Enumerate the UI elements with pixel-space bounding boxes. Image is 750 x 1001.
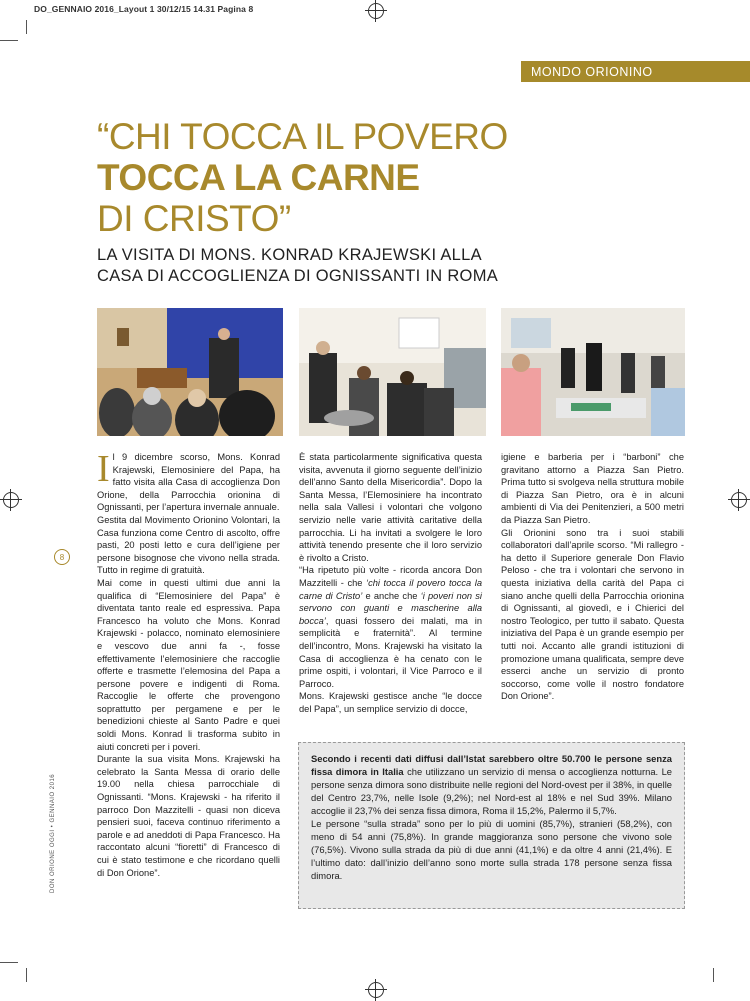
crop-mark — [713, 968, 714, 982]
paragraph: È stata particolarmente significativa questa visita, avvenuta il giorno seguente dell’inizio dell’anno Santo della Misericordia”. Dopo la Santa Messa, l’Elemosiniere ha incontrato nella sala Vallesi i volontari che volgono servizio nelle varie attività caritative della parrocchia. Li ha invitati a svolgere le loro attività tenendo presente che il loro servizio è rivolto a Cristo. — [299, 452, 482, 563]
title-line-1: “CHI TOCCA IL POVERO — [97, 116, 508, 157]
page-number: 8 — [54, 549, 70, 565]
photo-mass — [97, 308, 283, 436]
quote-italic: ‘i poveri non si servono con guanti e mascherine alla bocca’ — [299, 590, 482, 626]
statistics-box — [298, 742, 685, 909]
crop-mark — [0, 962, 18, 963]
photo-dining — [501, 308, 685, 436]
photo-kitchen — [299, 308, 486, 436]
subtitle-line-1: LA VISITA DI MONS. KONRAD KRAJEWSKI ALLA — [97, 246, 482, 264]
title-line-2: TOCCA LA CARNE — [97, 157, 420, 198]
crop-mark — [26, 20, 27, 34]
paragraph: igiene e barberia per i “barboni” che gravitano attorno a Piazza San Pietro. Prima tutto si svolgeva nella struttura mobile di Piazza San Pietro, ora è in alcuni ambienti di Via dei Penitenzieri, a 500 metri da Piazza San Pietro. — [501, 452, 684, 525]
quote-italic: ‘chi tocca il povero tocca la carne di Cristo’ — [299, 577, 482, 601]
box-paragraph: Le persone “sulla strada” sono per lo più di uomini (85,7%), stranieri (58,2%), con meno di 54 anni (75,8%). In grande maggioranza sono persone che vivono sole (76,5%). Vivono sulla strada da più di due anni (41,1%) e da oltre 4 anni (21,4%). E l’ultimo dato: dall’inizio dell’anno sono morte sulla strada 178 persone senza fissa dimora. — [311, 818, 672, 881]
paragraph: l 9 dicembre scorso, Mons. Konrad Krajewski, Elemosiniere del Papa, ha fatto visita alla Casa di accoglienza Don Orione, della Parrocchia orionina di Ognissanti, per l’apertura invernale annuale. — [97, 452, 280, 513]
article-column-1 — [97, 448, 280, 879]
paragraph: Mons. Krajewski gestisce anche “le docce del Papa”, un semplice servizio di docce, — [299, 691, 482, 714]
text-run: e anche che — [362, 590, 421, 601]
section-tab: MONDO ORIONINO — [521, 61, 750, 82]
paragraph: Gestita dal Movimento Orionino Volontari, la Casa funziona come Centro di ascolto, offre pasti, 20 posti letto e cura dell’igiene per persone bisognose che vivono nella strada. Tutto in regime di gratuità. — [97, 514, 280, 576]
registration-mark-icon — [731, 492, 747, 508]
paragraph-with-quotes — [299, 564, 482, 690]
registration-mark-icon — [3, 492, 19, 508]
title-line-3: DI CRISTO” — [97, 198, 291, 239]
paragraph: Durante la sua visita Mons. Krajewski ha celebrato la Santa Messa di orario delle 19.00 nella chiesa parrocchiale di Ognissanti. “Mons. Krajewski - ha riferito il parroco Don Mazzitelli - quasi non diceva pensieri suoi, faceva continuo riferimento a parole e ad aneddoti di Papa Francesco. Ha raccontato alcuni “fioretti” di Francesco di cui è stato testimone e che ricordano quelli di Don Orione”. — [97, 754, 280, 878]
drop-cap: I — [97, 448, 110, 490]
text-run: “Ha ripetuto più volte - ricorda ancora Don Mazzitelli - che — [299, 565, 482, 588]
print-slug: DO_GENNAIO 2016_Layout 1 30/12/15 14.31 Pagina 8 — [34, 4, 254, 14]
text-run: , quasi fossero dei malati, ma in semplicità e fraternità”. Al termine dell’incontro, Mons. Krajewski ha visitato la Casa di accoglienza è ha cenato con le prime ospiti, i volontari, il Vice Parroco e il Parroco. — [299, 615, 482, 689]
box-lead: Secondo i recenti dati diffusi dall’Istat sarebbero oltre 50.700 le persone senza fissa dimora in Italia — [311, 753, 672, 777]
article-title — [97, 116, 617, 239]
paragraph: Gli Orionini sono tra i suoi stabili collaboratori dall’aprile scorso. “Mi rallegro - ha detto il Superiore generale Don Flavio Peloso - che tra i volontari che servono in questa iniziativa della carità del Papa ci siano anche quelli della Parrocchia orionina di Ognissanti, al giovedì, e i Chierici del nostro Teologico, per tutto il sabato. Questa iniziativa del Papa è un grande esempio per tutti noi. Accanto alle grandi istituzioni di promozione umana qualificata, sempre deve esserci anche un servizio di pronto soccorso, come volle il nostro fondatore Don Orione”. — [501, 527, 684, 702]
paragraph: Mai come in questi ultimi due anni la qualifica di “Elemosiniere del Papa” è diventata tanto reale ed espressiva. Papa Francesco ha voluto che Mons. Konrad Krajewski - polacco, nominato elemosiniere e vescovo due anni fa -, fosse effettivamente l’elemosiniere che raccoglie offerte e trasmette l’elemosina del Papa a persone povere e indigenti di Roma. Raccoglie le offerte che provengono soprattutto per pergamene e per le benedizioni chieste al Santo Padre e quei soldi Mons. Konrad li trasforma subito in aiuti concreti per i poveri. — [97, 577, 280, 752]
registration-mark-icon — [368, 3, 384, 19]
crop-mark — [26, 968, 27, 982]
subtitle-line-2: CASA DI ACCOGLIENZA DI OGNISSANTI IN ROMA — [97, 267, 499, 285]
article-column-2 — [299, 451, 482, 715]
article-column-3 — [501, 451, 684, 703]
crop-mark — [0, 40, 18, 41]
magazine-side-text: DON ORIONE OGGI • GENNAIO 2016 — [50, 773, 56, 893]
article-subtitle — [97, 245, 657, 287]
box-text: che utilizzano un servizio di mensa o accoglienza notturna. Le persone senza dimora sono distribuite nelle regioni del Nord-ovest per il 38%, in quelle del Centro 23,7%, nelle Isole (9,2%); nel Nord-est al 18% e nel Sud 39%. Milano accoglie il 23,7% dei senza fissa dimora, Roma il 15,2%, Palermo il 5,7%. — [311, 766, 673, 816]
registration-mark-icon — [368, 982, 384, 998]
